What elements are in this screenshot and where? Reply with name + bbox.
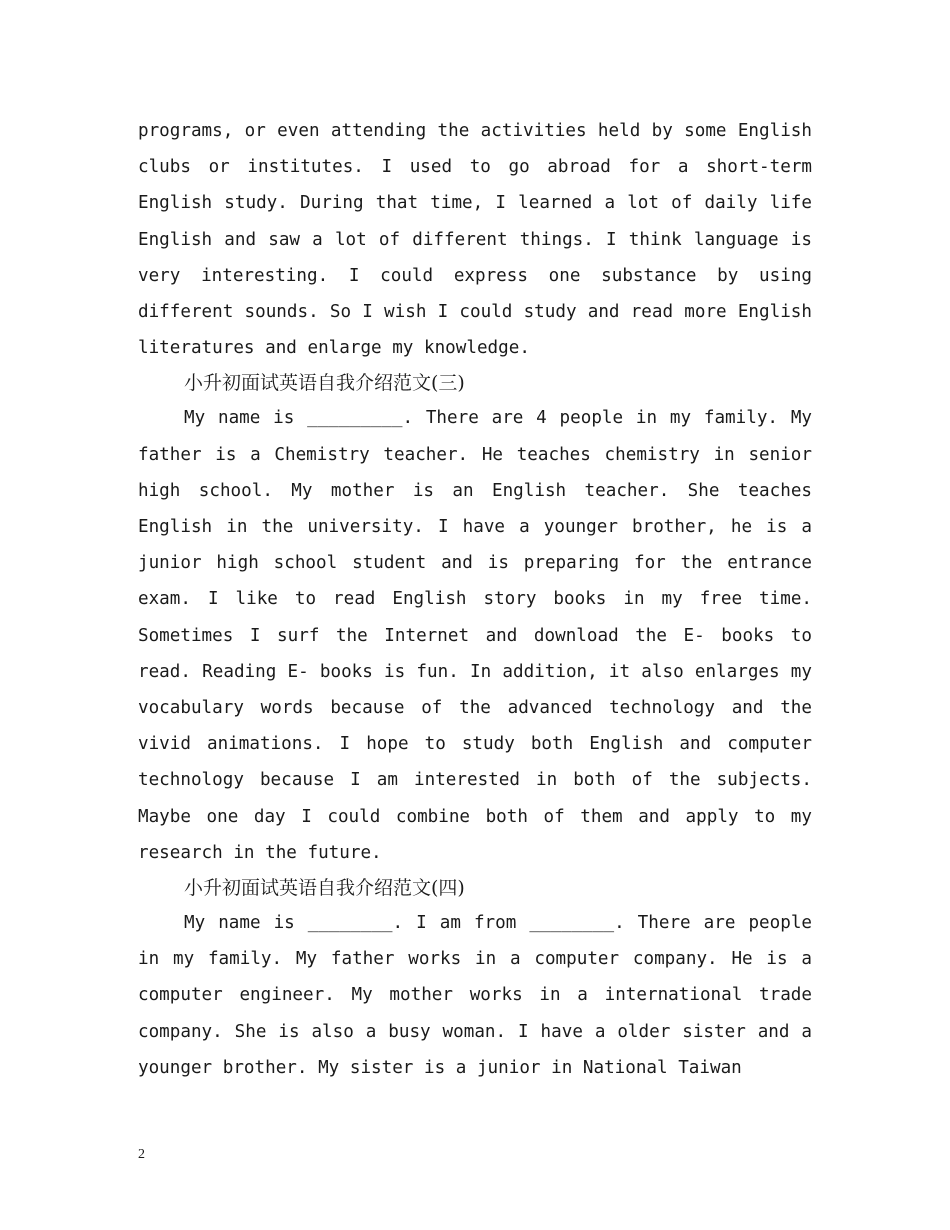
body-paragraph-self-intro-3: My name is _________. There are 4 people in my family. My father is a Chemistry teacher. He teaches chemistry in senior high school. My mother is an English teacher. She teaches English in the university. I have a younger brother, he is a junior high school student and is preparing for the entrance exam. I like to read English story books in my free time. Sometimes I surf the Internet and download the E- books to read. Reading E- books is fun. In addition, it also enlarges my vocabulary words because of the advanced technology and the vivid animations. I hope to study both English and computer technology because I am interested in both of the subjects. Maybe one day I could combine both of them and apply to my research in the future. bbox=[138, 408, 812, 863]
page-number: 2 bbox=[138, 1147, 145, 1162]
body-paragraph-continued: programs, or even attending the activities held by some English clubs or institutes. I used to go abroad for a short-term English study. During that time, I learned a lot of daily life English and saw a lot of different things. I think language is very interesting. I could express one substance by using different sounds. So I wish I could study and read more English literatures and enlarge my knowledge. bbox=[138, 121, 812, 359]
section-heading-3: 小升初面试英语自我介绍范文(三) bbox=[184, 372, 465, 395]
section-heading-4: 小升初面试英语自我介绍范文(四) bbox=[184, 877, 465, 900]
body-paragraph-self-intro-4: My name is ________. I am from ________. There are people in my family. My father works in a computer company. He is a computer engineer. My mother works in a international trade company. She is also a busy woman. I have a older sister and a younger brother. My sister is a junior in National Taiwan bbox=[138, 913, 812, 1078]
page-body bbox=[138, 113, 812, 1086]
